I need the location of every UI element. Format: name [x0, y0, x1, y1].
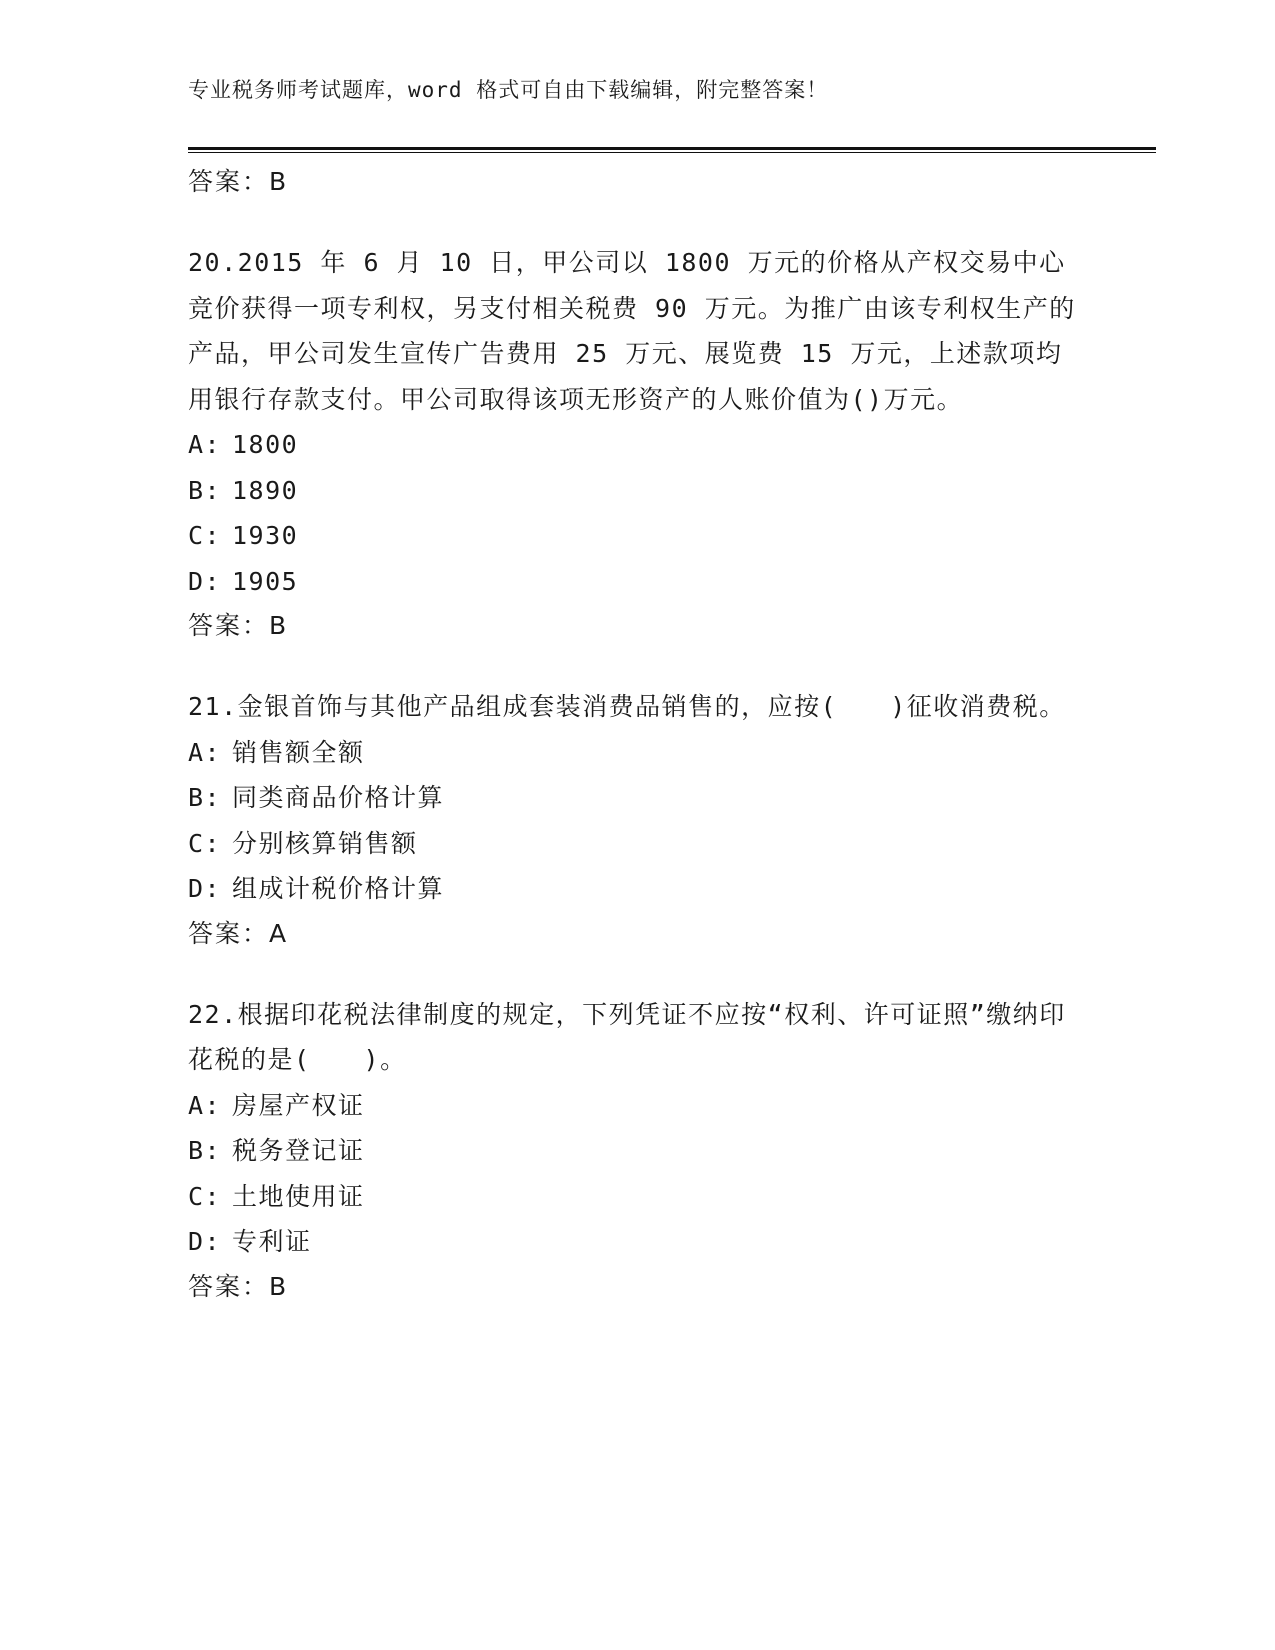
option-a [188, 730, 1088, 776]
page-header: 专业税务师考试题库，word 格式可自由下载编辑，附完整答案！ [188, 78, 829, 102]
option-a [188, 422, 1088, 468]
option-c [188, 513, 1088, 559]
question-21 [188, 684, 1088, 956]
header-rule-thin [188, 152, 1156, 153]
option-key: B: [188, 1136, 222, 1165]
option-text: 组成计税价格计算 [232, 874, 445, 903]
option-key: C: [188, 521, 222, 550]
option-key: C: [188, 828, 222, 858]
option-key: D: [188, 1227, 222, 1256]
option-d [188, 866, 1088, 912]
option-text: 房屋产权证 [232, 1090, 365, 1120]
option-text: 1930 [232, 521, 299, 550]
previous-answer: 答案：B [188, 167, 289, 196]
question-answer: 答案：B [188, 1271, 289, 1301]
question-stem: 21.金银首饰与其他产品组成套装消费品销售的，应按( )征收消费税。 [188, 692, 1066, 721]
option-text: 销售额全额 [232, 737, 365, 767]
option-key: D: [188, 566, 222, 596]
option-text: 税务登记证 [232, 1136, 365, 1165]
option-key: C: [188, 1181, 222, 1211]
option-text: 同类商品价格计算 [232, 783, 445, 812]
question-answer: 答案：A [188, 918, 289, 948]
option-d [188, 559, 1088, 605]
question-stem: 20.2015 年 6 月 10 日，甲公司以 1800 万元的价格从产权交易中心竞价获得一项专利权，另支付相关税费 90 万元。为推广由该专利权生产的产品，甲公司发生宣传广告费用 25 万元、展览费 15 万元，上述款项均用银行存款支付。甲公司取得该项无形资产的人账价值为()万元。 [188, 248, 1076, 414]
option-text: 1905 [232, 566, 299, 596]
question-22 [188, 992, 1088, 1309]
option-text: 1890 [232, 475, 299, 505]
question-list [188, 160, 1088, 1309]
question-answer: 答案：B [188, 611, 289, 640]
option-key: A: [188, 1090, 222, 1120]
question-20 [188, 240, 1088, 648]
option-text: 土地使用证 [232, 1181, 365, 1211]
option-text: 1800 [232, 430, 299, 459]
question-stem: 22.根据印花税法律制度的规定，下列凭证不应按“权利、许可证照”缴纳印花税的是( )。 [188, 999, 1066, 1074]
option-key: B: [188, 475, 222, 505]
option-c [188, 821, 1088, 867]
option-key: A: [188, 737, 222, 767]
option-b [188, 1128, 1088, 1174]
option-text: 分别核算销售额 [232, 828, 418, 858]
option-b [188, 775, 1088, 821]
option-key: A: [188, 430, 222, 459]
option-key: D: [188, 874, 222, 903]
option-b [188, 468, 1088, 514]
option-d [188, 1219, 1088, 1265]
header-rule-thick [188, 147, 1156, 150]
option-text: 专利证 [232, 1227, 312, 1256]
option-key: B: [188, 783, 222, 812]
option-c [188, 1174, 1088, 1220]
option-a [188, 1083, 1088, 1129]
